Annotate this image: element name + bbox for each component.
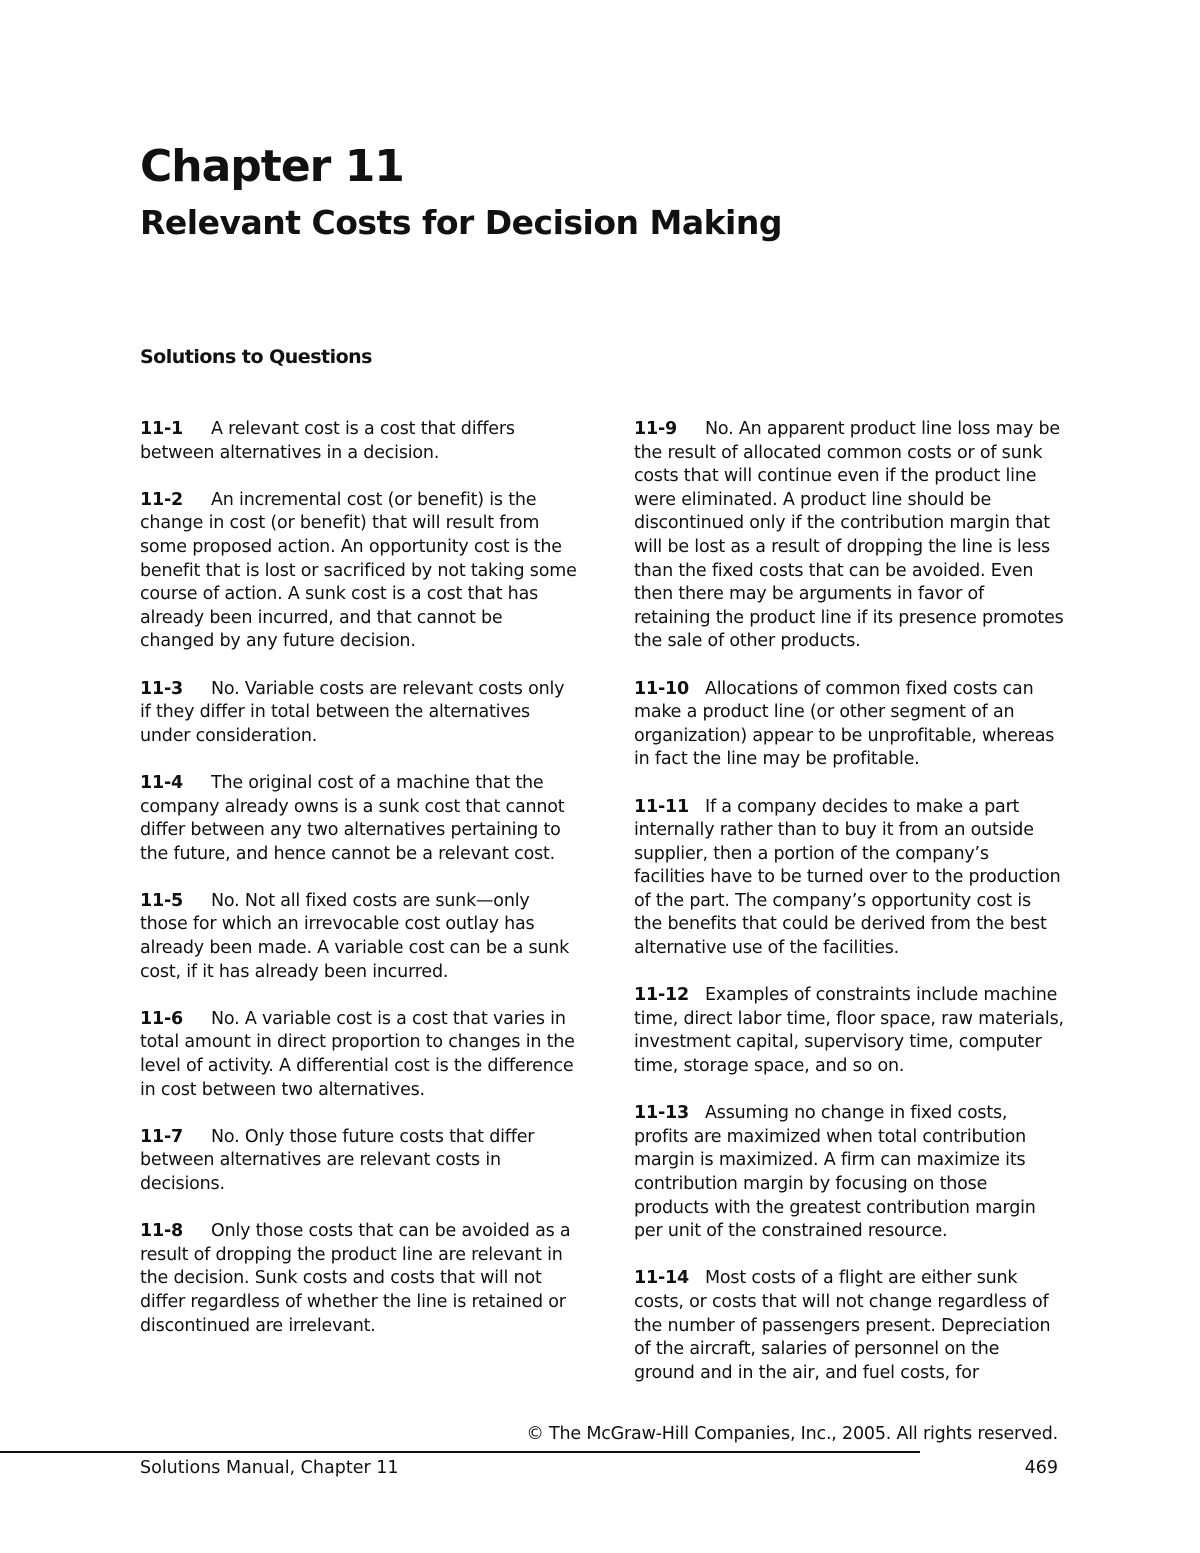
question-number: 11-7 bbox=[140, 1126, 183, 1147]
right-column bbox=[634, 418, 1064, 1409]
chapter-title: Chapter 11 bbox=[140, 141, 404, 192]
question-answer bbox=[634, 1102, 1064, 1244]
question-number: 11-6 bbox=[140, 1008, 183, 1029]
question-answer bbox=[140, 1220, 580, 1338]
question-number: 11-14 bbox=[634, 1268, 689, 1289]
footer-manual-label: Solutions Manual, Chapter 11 bbox=[140, 1458, 399, 1478]
question-answer bbox=[634, 678, 1064, 772]
answer-text: Only those costs that can be avoided as a result of dropping the product line are relevant in the decision. Sunk costs and costs that will not differ regardless of whether the line is retained or discontinued are irrelevant. bbox=[140, 1221, 571, 1336]
section-heading: Solutions to Questions bbox=[140, 346, 372, 368]
question-number: 11-3 bbox=[140, 678, 183, 699]
page-number: 469 bbox=[1024, 1458, 1058, 1478]
question-answer bbox=[140, 418, 580, 465]
question-answer bbox=[634, 796, 1064, 961]
answer-text: No. A variable cost is a cost that varies in total amount in direct proportion to changes in the level of activity. A differential cost is the difference in cost between two alternatives. bbox=[140, 1008, 575, 1100]
question-number: 11-1 bbox=[140, 419, 183, 439]
answer-text: Most costs of a flight are either sunk costs, or costs that will not change regardless of the number of passengers present. Depreciation of the aircraft, salaries of personnel on the ground and in the air, and fuel costs, for bbox=[634, 1268, 1051, 1383]
answer-text: The original cost of a machine that the company already owns is a sunk cost that cannot differ between any two alternatives pertaining to the future, and hence cannot be a relevant cost. bbox=[140, 772, 565, 864]
left-column bbox=[140, 418, 580, 1362]
question-answer bbox=[634, 984, 1064, 1078]
answer-text: Examples of constraints include machine time, direct labor time, floor space, raw materials, investment capital, supervisory time, computer time, storage space, and so on. bbox=[634, 985, 1064, 1077]
question-answer bbox=[634, 1267, 1064, 1385]
question-number: 11-11 bbox=[634, 796, 689, 817]
question-number: 11-13 bbox=[634, 1103, 689, 1124]
answer-text: No. Only those future costs that differ between alternatives are relevant costs in decisions. bbox=[140, 1126, 535, 1194]
answer-text: An incremental cost (or benefit) is the change in cost (or benefit) that will result from some proposed action. An opportunity cost is the benefit that is lost or sacrificed by not taking some course of action. A sunk cost is a cost that has already been incurred, and that cannot be changed by any future decision. bbox=[140, 489, 577, 652]
question-answer bbox=[140, 1126, 580, 1197]
question-answer bbox=[140, 772, 580, 866]
question-number: 11-9 bbox=[634, 419, 677, 439]
answer-text: Assuming no change in fixed costs, profits are maximized when total contribution margin is maximized. A firm can maximize its contribution margin by focusing on those products with the greatest contribution margin per unit of the constrained resource. bbox=[634, 1103, 1036, 1242]
question-number: 11-12 bbox=[634, 985, 689, 1006]
question-number: 11-10 bbox=[634, 678, 689, 699]
answer-text: A relevant cost is a cost that differs between alternatives in a decision. bbox=[140, 419, 515, 463]
question-number: 11-2 bbox=[140, 489, 183, 510]
answer-text: Allocations of common fixed costs can make a product line (or other segment of an organization) appear to be unprofitable, whereas in fact the line may be profitable. bbox=[634, 678, 1055, 770]
footer-divider bbox=[0, 1451, 920, 1453]
question-number: 11-4 bbox=[140, 772, 183, 793]
question-number: 11-8 bbox=[140, 1221, 183, 1242]
question-answer bbox=[634, 418, 1064, 654]
answer-text: No. Not all fixed costs are sunk—only those for which an irrevocable cost outlay has already been made. A variable cost can be a sunk cost, if it has already been incurred. bbox=[140, 890, 570, 982]
question-answer bbox=[140, 1008, 580, 1102]
question-answer bbox=[140, 678, 580, 749]
answer-text: If a company decides to make a part internally rather than to buy it from an outside supplier, then a portion of the company’s facilities have to be turned over to the production of the part. The company’s opportunity cost is the benefits that could be derived from the best alternative use of the facilities. bbox=[634, 796, 1061, 959]
copyright-notice: © The McGraw-Hill Companies, Inc., 2005. All rights reserved. bbox=[526, 1424, 1058, 1444]
answer-text: No. An apparent product line loss may be the result of allocated common costs or of sunk costs that will continue even if the product line were eliminated. A product line should be discontinued only if the contribution margin that will be lost as a result of dropping the line is less than the fixed costs that can be avoided. Even then there may be arguments in favor of retaining the product line if its presence promotes the sale of other products. bbox=[634, 419, 1064, 652]
answer-text: No. Variable costs are relevant costs only if they differ in total between the alternatives under consideration. bbox=[140, 678, 565, 746]
question-answer bbox=[140, 890, 580, 984]
question-number: 11-5 bbox=[140, 890, 183, 911]
question-answer bbox=[140, 489, 580, 654]
chapter-subtitle: Relevant Costs for Decision Making bbox=[140, 203, 782, 242]
